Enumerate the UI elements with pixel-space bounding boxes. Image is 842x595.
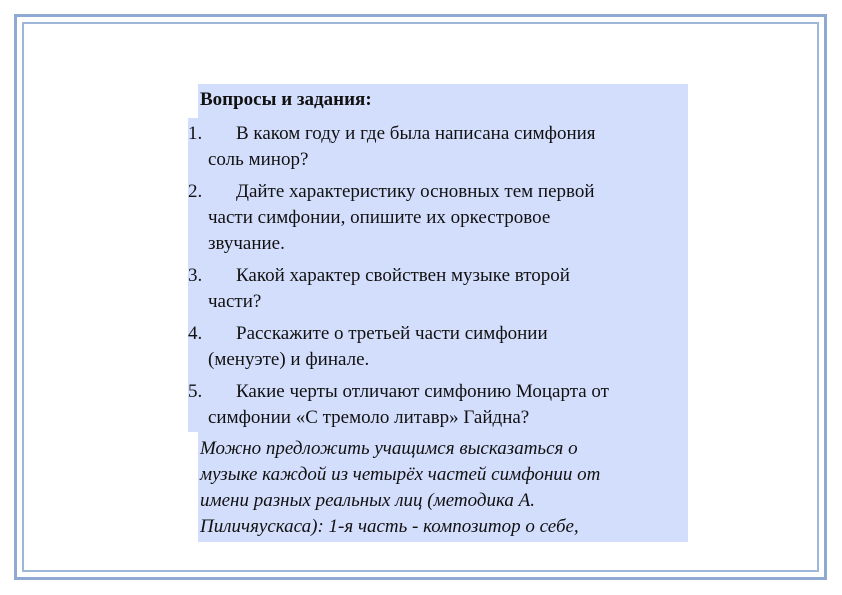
question-line: В каком году и где была написана симфония bbox=[236, 123, 596, 144]
question-line: части симфонии, опишите их оркестровое bbox=[208, 207, 551, 228]
question-line: симфонии «С тремоло литавр» Гайдна? bbox=[208, 407, 530, 428]
question-line: (менуэте) и финале. bbox=[208, 349, 370, 370]
question-number: 2. bbox=[188, 181, 203, 202]
question-line: части? bbox=[208, 291, 262, 312]
question-1 bbox=[188, 121, 688, 173]
question-line: Расскажите о третьей части симфонии bbox=[236, 323, 548, 344]
question-line: звучание. bbox=[208, 233, 285, 254]
note-line: имени разных реальных лиц (методика А. bbox=[200, 490, 535, 511]
question-number: 5. bbox=[188, 381, 203, 402]
teacher-note bbox=[200, 436, 686, 540]
question-3 bbox=[188, 263, 688, 315]
question-number: 3. bbox=[188, 265, 203, 286]
question-4 bbox=[188, 321, 688, 373]
question-line: Дайте характеристику основных тем первой bbox=[236, 181, 595, 202]
question-line: соль минор? bbox=[208, 149, 309, 170]
slide-title: Вопросы и задания: bbox=[200, 89, 372, 110]
question-line: Какие черты отличают симфонию Моцарта от bbox=[236, 381, 609, 402]
question-line: Какой характер свойствен музыке второй bbox=[236, 265, 570, 286]
question-2 bbox=[188, 179, 688, 257]
note-line: музыке каждой из четырёх частей симфонии от bbox=[200, 464, 601, 485]
question-number: 4. bbox=[188, 323, 203, 344]
note-line: Пиличяускаса): 1-я часть - композитор о себе, bbox=[200, 516, 579, 537]
question-5 bbox=[188, 379, 688, 431]
question-number: 1. bbox=[188, 123, 203, 144]
note-line: Можно предложить учащимся высказаться о bbox=[200, 438, 578, 459]
